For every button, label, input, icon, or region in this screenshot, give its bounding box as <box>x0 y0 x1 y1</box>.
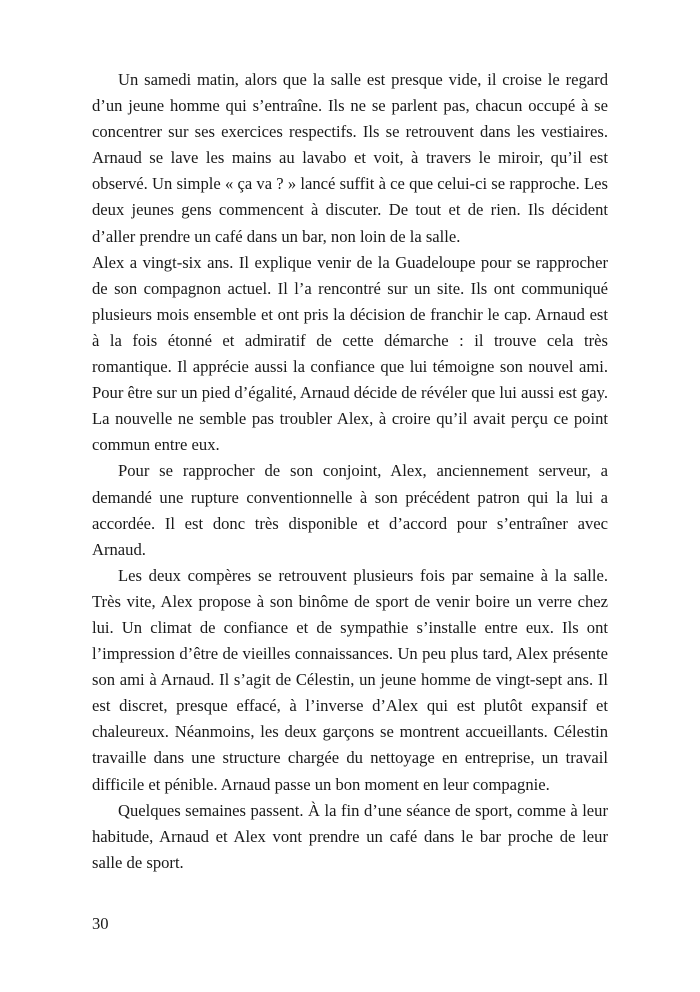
page-body <box>92 67 608 876</box>
paragraph-5: Quelques semaines passent. À la fin d’une séance de sport, comme à leur habitude, Arnaud et Alex vont prendre un café dans le bar proche de leur salle de sport. <box>92 800 608 872</box>
paragraph-2: Alex a vingt-six ans. Il explique venir de la Guadeloupe pour se rapprocher de son compagnon actuel. Il l’a rencontré sur un site. Ils ont communiqué plusieurs mois ensemble et ont pris la décision de franchir le cap. Arnaud est à la fois étonné et admiratif de cette démarche : il trouve cela très romantique. Il apprécie aussi la confiance que lui témoigne son nouvel ami. Pour être sur un pied d’égalité, Arnaud décide de révéler que lui aussi est gay. La nouvelle ne semble pas troubler Alex, à croire qu’il avait perçu ce point commun entre eux. <box>92 252 608 455</box>
paragraph-1: Un samedi matin, alors que la salle est presque vide, il croise le regard d’un jeune homme qui s’entraîne. Ils ne se parlent pas, chacun occupé à se concentrer sur ses exercices respectifs. Ils se retrouvent dans les vestiaires. Arnaud se lave les mains au lavabo et voit, à travers le miroir, qu’il est observé. Un simple « ça va ? » lancé suffit à ce que celui-ci se rapproche. Les deux jeunes gens commencent à discuter. De tout et de rien. Ils décident d’aller prendre un café dans un bar, non loin de la salle. <box>92 70 608 246</box>
page-number: 30 <box>92 914 109 933</box>
paragraph-3: Pour se rapprocher de son conjoint, Alex, anciennement serveur, a demandé une rupture conventionnelle à son précédent patron qui la lui a accordée. Il est donc très disponible et d’accord pour s’entraîner avec Arnaud. <box>92 461 608 559</box>
paragraph-4: Les deux compères se retrouvent plusieurs fois par semaine à la salle. Très vite, Alex propose à son binôme de sport de venir boire un verre chez lui. Un climat de confiance et de sympathie s’installe entre eux. Ils ont l’impression d’être de vieilles connaissances. Un peu plus tard, Alex présente son ami à Arnaud. Il s’agit de Célestin, un jeune homme de vingt-sept ans. Il est discret, presque effacé, à l’inverse d’Alex qui est plutôt expansif et chaleureux. Néanmoins, les deux garçons se montrent accueillants. Célestin travaille dans une structure chargée du nettoyage en entreprise, un travail difficile et pénible. Arnaud passe un bon moment en leur compagnie. <box>92 565 608 794</box>
